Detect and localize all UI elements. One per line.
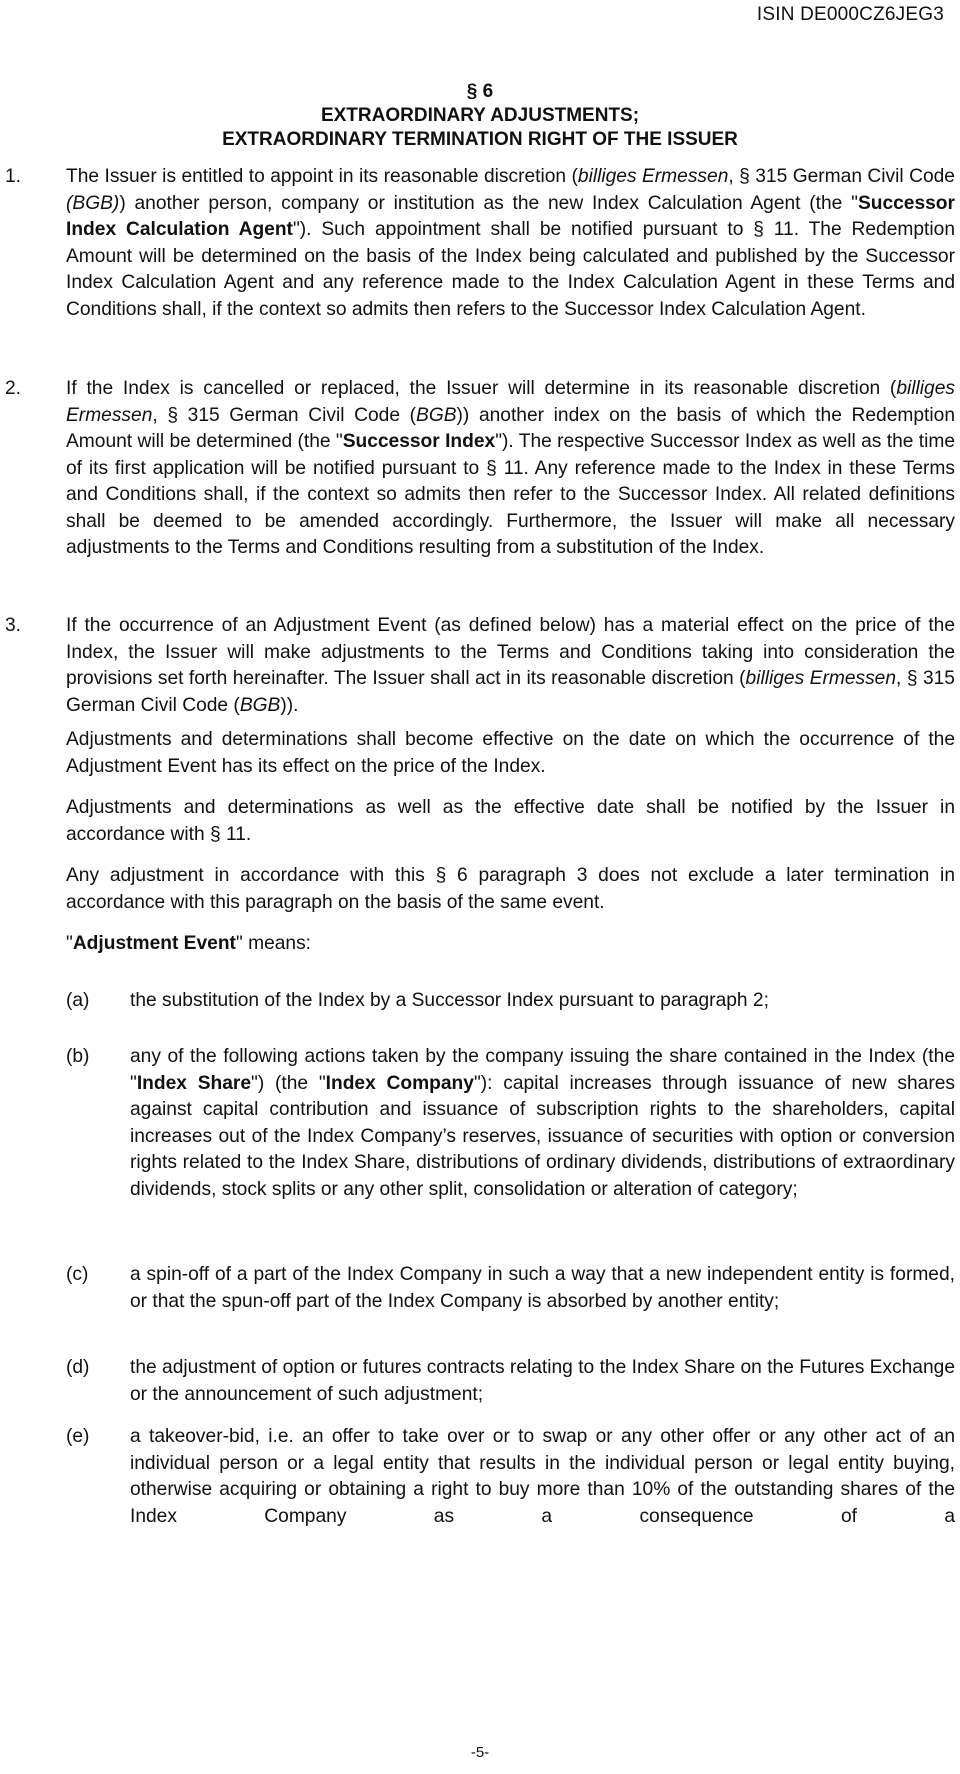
paragraph-1-text: , § 315 German Civil Code bbox=[728, 166, 955, 187]
paragraph-1-text: ) another person, company or institution as the new Index Calculation Agent (the " bbox=[119, 192, 858, 214]
paragraph-2-defined-term: Successor Index bbox=[342, 431, 496, 452]
defined-term-index-share: Index Share bbox=[136, 1072, 252, 1094]
paragraph-2 bbox=[66, 376, 955, 562]
page-number: -5- bbox=[470, 1744, 490, 1761]
paragraph-1 bbox=[66, 164, 955, 323]
defined-term-index-company: Index Company bbox=[325, 1072, 474, 1094]
paragraph-3-text: If the occurrence of an Adjustment Event (as defined below) has a material effect on the price of the Index, the Issuer will make adjustments to the Terms and Conditions taking into consideration the provisions set forth hereinafter. The Issuer shall act in its reasonable discretion ( bbox=[66, 615, 955, 689]
paragraph-3-italic-bgb: BGB bbox=[239, 694, 281, 716]
section-heading bbox=[0, 80, 960, 152]
paragraph-2-text: )) another index on the basis of which the Redemption Amount will be determined (the " bbox=[66, 404, 955, 452]
paragraph-1-text: The Issuer is entitled to appoint in its reasonable discretion ( bbox=[66, 166, 578, 187]
item-c-text: a spin-off of a part of the Index Company in such a way that a new independent entity is formed, or that the spun-off part of the Index Company is absorbed by another entity; bbox=[130, 1264, 955, 1312]
item-a-label: (a) bbox=[66, 990, 90, 1011]
paragraph-2-text: , § 315 German Civil Code ( bbox=[152, 404, 417, 426]
paragraph-3-italic-term: billiges Ermessen bbox=[745, 668, 897, 689]
paragraph-3-text: )). bbox=[280, 694, 299, 716]
paragraph-adjustment-event-definition bbox=[66, 931, 955, 958]
paragraph-1-italic-term: billiges Ermessen bbox=[577, 166, 729, 187]
quote-mark: " bbox=[66, 933, 73, 954]
section-title-line-1: EXTRAORDINARY ADJUSTMENTS; bbox=[320, 105, 640, 126]
section-title-line-2: EXTRAORDINARY TERMINATION RIGHT OF THE ISSUER bbox=[222, 129, 738, 150]
definition-lead-in: " means: bbox=[235, 933, 312, 954]
paragraph-effective-date: Adjustments and determinations shall become effective on the date on which the occurrence of the Adjustment Event has its effect on the price of the Index. bbox=[66, 729, 955, 777]
paragraph-3 bbox=[66, 613, 955, 719]
paragraph-2-text: "). The respective Successor Index as well as the time of its first application will be notified pursuant to § 11. Any reference made to the Index in these Terms and Conditions shall, if the context so admits then refer to the Successor Index. All related definitions shall be deemed to be amended accordingly. Furthermore, the Issuer will make all necessary adjustments to the Terms and Conditions resulting from a substitution of the Index. bbox=[66, 431, 955, 558]
item-e-label: (e) bbox=[66, 1426, 90, 1447]
paragraph-1-italic-bgb: (BGB) bbox=[66, 192, 120, 214]
item-b-text-part: "): capital increases through issuance of new shares against capital contribution and issuance of subscription rights to the shareholders, capital increases out of the Index Company’s reserves, issuance of securities with option or conversion rights related to the Index Share, distributions of ordinary dividends, distributions of extraordinary dividends, stock splits or any other split, consolidation or alteration of category; bbox=[130, 1072, 956, 1200]
defined-term-adjustment-event: Adjustment Event bbox=[72, 933, 236, 954]
section-symbol: § 6 bbox=[466, 81, 494, 102]
item-b-label: (b) bbox=[66, 1046, 90, 1067]
isin-header: ISIN DE000CZ6JEG3 bbox=[756, 4, 944, 25]
paragraph-2-number: 2. bbox=[5, 378, 22, 399]
paragraph-2-italic-term: billiges Ermessen bbox=[66, 378, 955, 426]
paragraph-3-text: , § 315 German Civil Code ( bbox=[66, 668, 955, 716]
item-d-text: the adjustment of option or futures contracts relating to the Index Share on the Futures Exchange or the announcement of such adjustment; bbox=[130, 1357, 955, 1405]
item-c-label: (c) bbox=[66, 1264, 89, 1285]
item-b-text-part: any of the following actions taken by the company issuing the share contained in the Index (the " bbox=[130, 1046, 955, 1094]
item-e-text: a takeover-bid, i.e. an offer to take over or to swap or any other offer or any other act of an individual person or a legal entity that results in the individual person or legal entity buying, otherwise acquiring or obtaining a right to buy more than 10% of the outstanding shares of the Index Company as a consequence of a bbox=[130, 1426, 955, 1527]
item-b-text-part: ") (the " bbox=[251, 1072, 326, 1094]
paragraph-1-text: "). Such appointment shall be notified pursuant to § 11. The Redemption Amount will be determined on the basis of the Index being calculated and published by the Successor Index Calculation Agent and any reference made to the Index Calculation Agent in these Terms and Conditions shall, if the context so admits then refers to the Successor Index Calculation Agent. bbox=[66, 219, 955, 320]
item-d-label: (d) bbox=[66, 1357, 90, 1378]
item-b-text bbox=[130, 1044, 955, 1203]
item-a-text: the substitution of the Index by a Successor Index pursuant to paragraph 2; bbox=[130, 990, 769, 1011]
paragraph-1-defined-term: Successor Index Calculation Agent bbox=[66, 192, 955, 240]
paragraph-1-number: 1. bbox=[5, 166, 22, 187]
paragraph-3-number: 3. bbox=[5, 615, 22, 636]
paragraph-notification: Adjustments and determinations as well as the effective date shall be notified by the Issuer in accordance with § 11. bbox=[66, 797, 955, 845]
paragraph-later-termination: Any adjustment in accordance with this § 6 paragraph 3 does not exclude a later termination in accordance with this paragraph on the basis of the same event. bbox=[66, 865, 955, 913]
paragraph-2-italic-bgb: BGB bbox=[416, 404, 457, 426]
paragraph-2-text: If the Index is cancelled or replaced, the Issuer will determine in its reasonable discretion ( bbox=[66, 378, 897, 399]
